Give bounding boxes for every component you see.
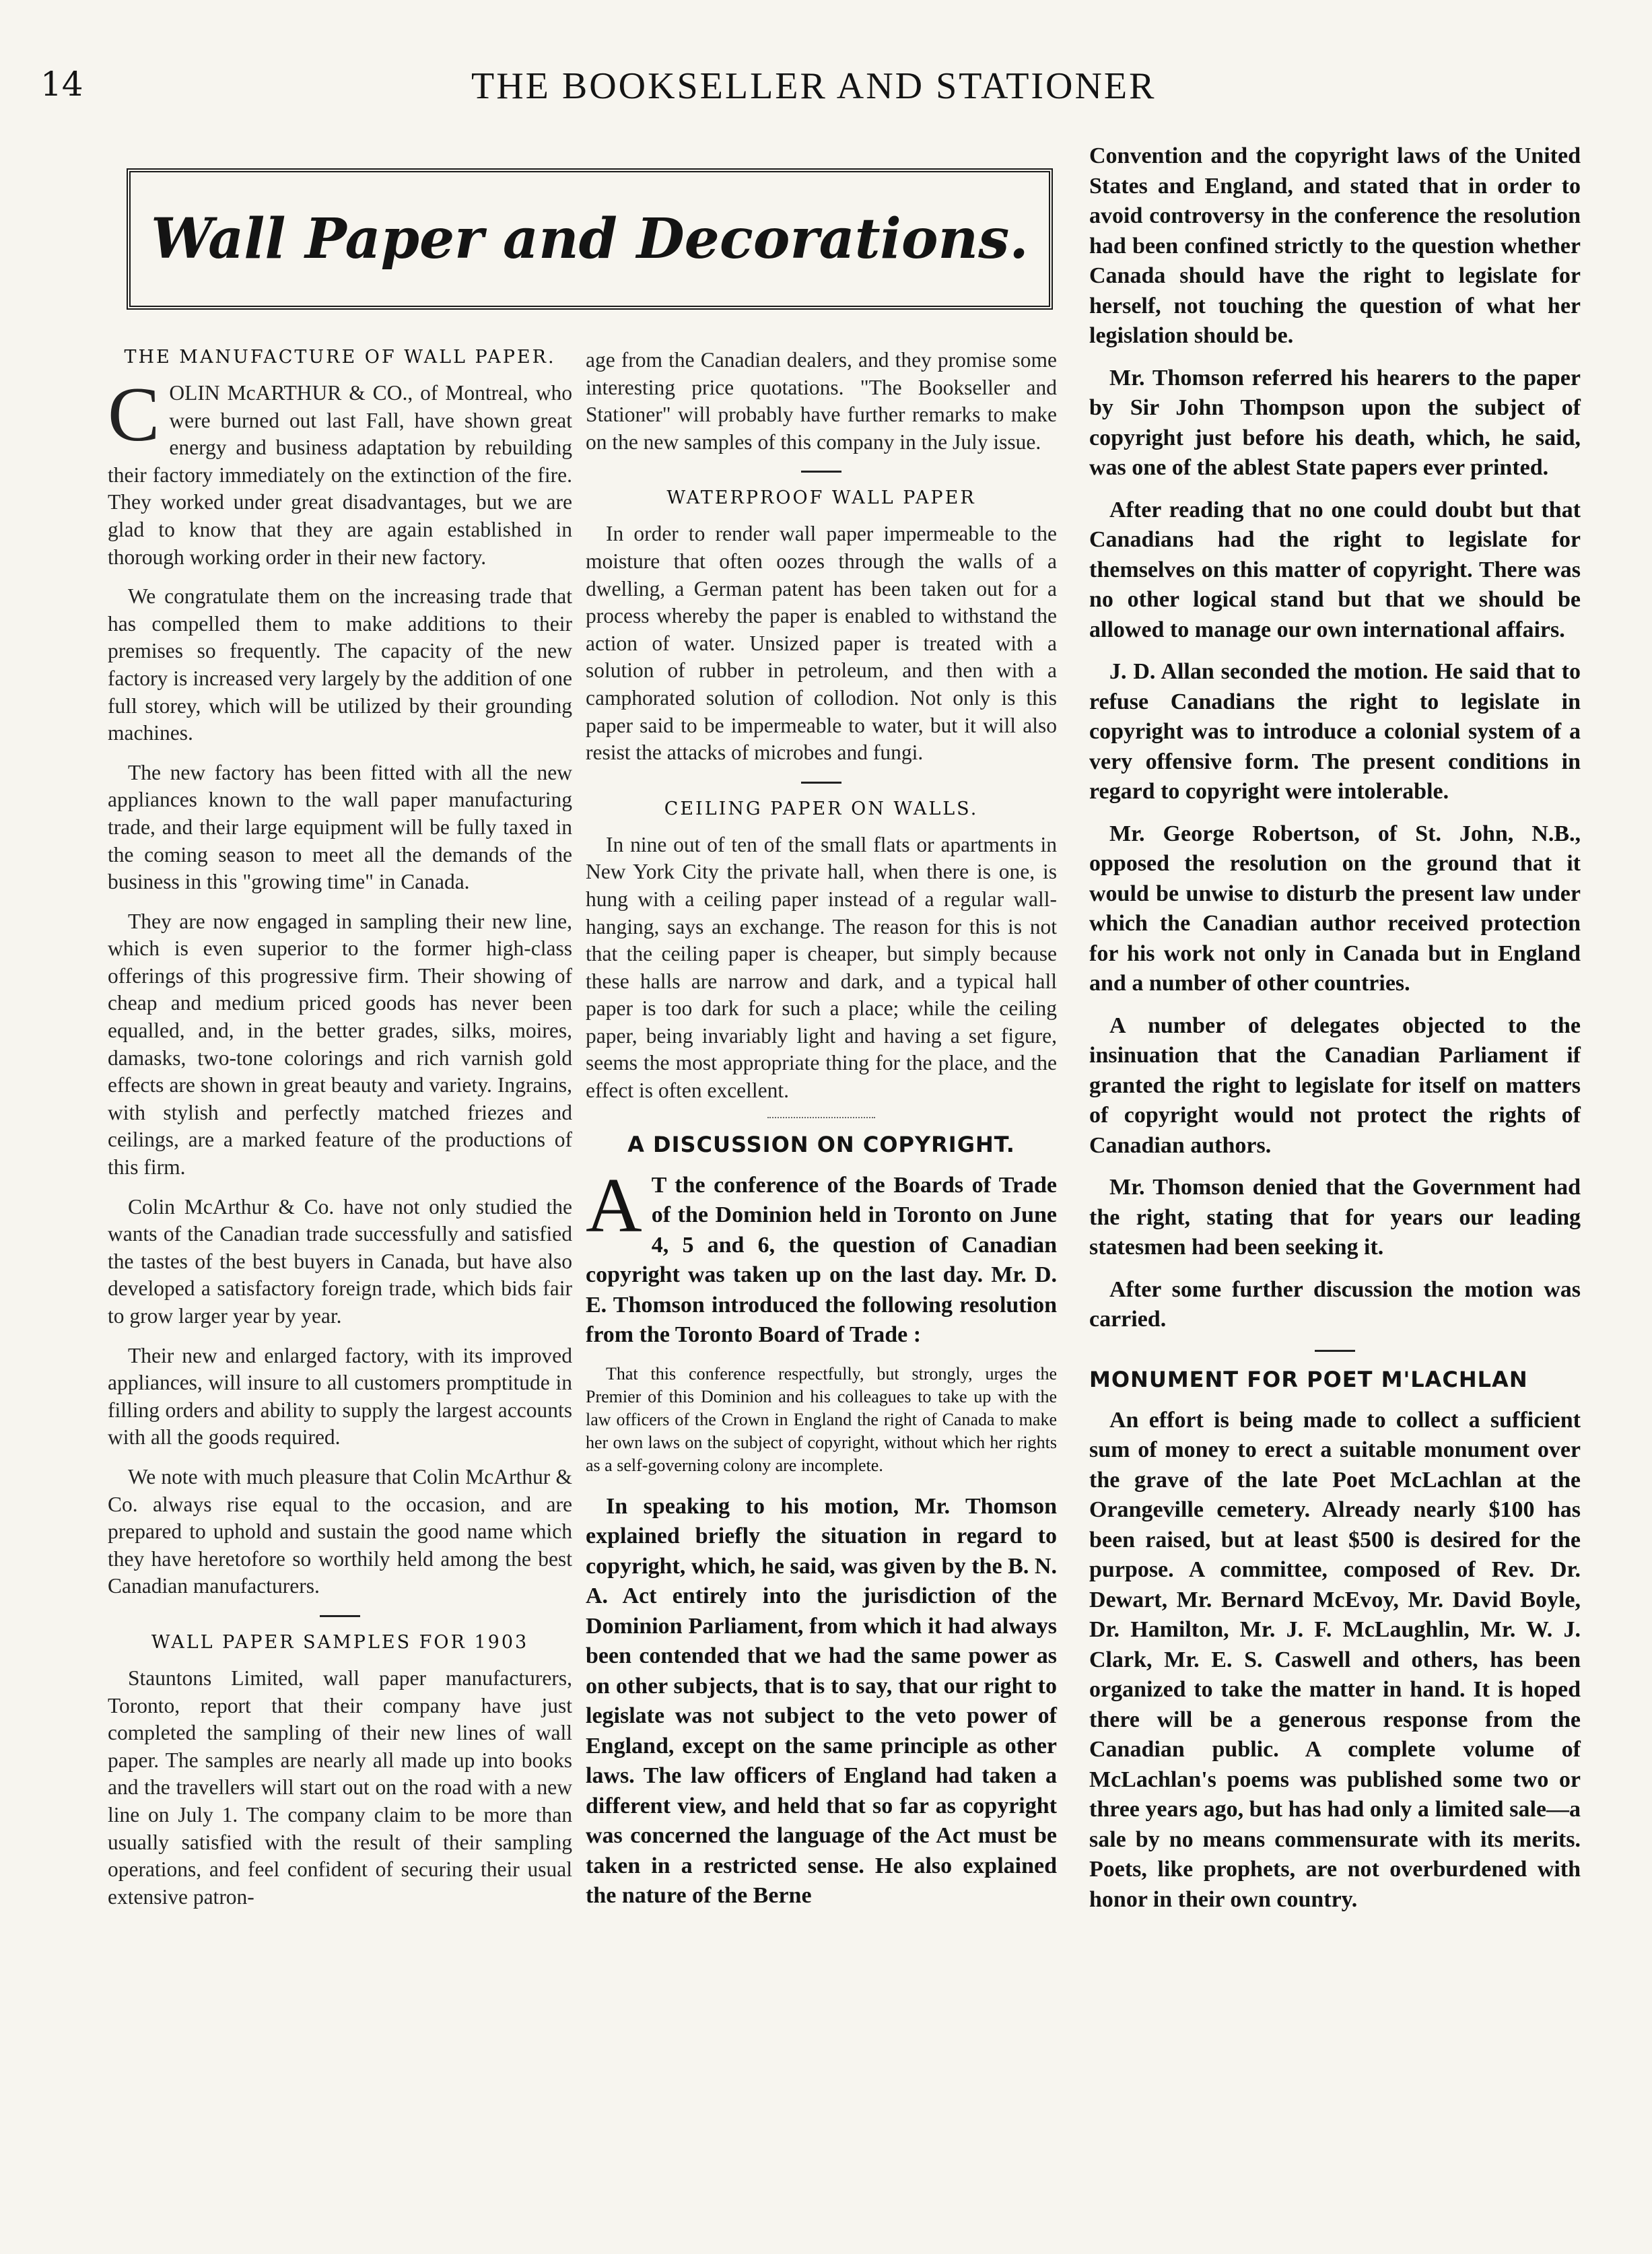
paragraph: Stauntons Limited, wall paper manufacturers, Toronto, report that their company have just completed the sampling of their new lines of wall paper. The samples are nearly all made up into books and the travellers will start out on the road with a new line on July 1. The company claim to be more than usually satisfied with the result of their sampling operations, and feel confident of securing their usual extensive patron-: [108, 1666, 572, 1909]
paragraph: Mr. Thomson referred his hearers to the paper by Sir John Thompson upon the subject of copyright just before his death, which, he said, was one of the ablest State papers ever printed.: [1089, 365, 1581, 480]
section-heading: MONUMENT FOR POET M'LACHLAN: [1089, 1366, 1528, 1392]
paragraph: After reading that no one could doubt but that Canadians had the right to legislate for themselves on this matter of copyright. There was no other logical stand but that we should be allowed to manage our own international affairs.: [1089, 497, 1581, 642]
section-heading: WATERPROOF WALL PAPER: [666, 487, 976, 509]
divider: [1315, 1350, 1355, 1352]
paragraph: [108, 372, 572, 571]
paragraph: Mr. George Robertson, of St. John, N.B., opposed the resolution on the ground that it would be unwise to disturb the present law under which the Canadian author received protection for his work not only in Canada but in England and a number of other countries.: [1089, 821, 1581, 996]
paragraph: We congratulate them on the increasing trade that has compelled them to make additions to their premises so frequently. The capacity of the new factory is increased very largely by the addition of one full storey, which will be utilized by their grounding machines.: [108, 584, 572, 745]
resolution-quote: That this conference respectfully, but strongly, urges the Premier of this Dominion and his colleagues to take up with the law officers of the Crown in England the right of Canada to make her own laws on the subject of copyright, without which her rights as a self-governing colony are incomplete.: [586, 1363, 1057, 1475]
dotted-divider: [767, 1117, 875, 1118]
section-heading: THE MANUFACTURE OF WALL PAPER.: [124, 347, 556, 368]
paragraph-text: T the conference of the Boards of Trade of the Dominion held in Toronto on June 4, 5 and 6, the question of Canadian copyright was taken up on the last day. Mr. D. E. Thomson introduced the following resolution from the Toronto Board of Trade :: [586, 1172, 1057, 1348]
paragraph: The new factory has been fitted with all the new appliances known to the wall paper manufacturing trade, and their large equipment will be fully taxed in the coming season to meet all the demands of the business in this "growing time" in Canada.: [108, 760, 572, 894]
paragraph: An effort is being made to collect a sufficient sum of money to erect a suitable monument over the grave of the late Poet McLachlan at the Orangeville cemetery. Already nearly $100 has been raised, but at least $500 is desired for the purpose. A committee, composed of Rev. Dr. Dewart, Mr. Bernard McEvoy, Mr. David Boyle, Dr. Hamilton, Mr. J. F. McLaughlin, Mr. W. J. Clark, Mr. E. S. Caswell and others, has been organized to take the matter in hand. It is hoped there will be a generous response from the Canadian public. A complete volume of McLachlan's poems was published some two or three years ago, but has had only a limited sale—a sale by no means commensurate with its merits. Poets, like prophets, are not overburdened with honor in their own country.: [1089, 1407, 1581, 1912]
column-3: [1089, 141, 1581, 1927]
section-heading: CEILING PAPER ON WALLS.: [664, 798, 979, 819]
paragraph: Mr. Thomson denied that the Government had the right, stating that for years our leading statesmen had been seeking it.: [1089, 1175, 1581, 1260]
banner-title: Wall Paper and Decorations.: [151, 207, 1029, 271]
drop-cap: A: [586, 1162, 642, 1249]
paragraph: In order to render wall paper impermeable to the moisture that often oozes through the walls of a dwelling, a German patent has been taken out for a process whereby the paper is enabled to withstand the action of water. Unsized paper is treated with a solution of rubber in petroleum, and then with a camphorated solution of collodion. Not only is this paper said to be impermeable to water, but it will also resist the attacks of microbes and fungi.: [586, 522, 1057, 765]
paragraph: J. D. Allan seconded the motion. He said that to refuse Canadians the right to legislate in copyright was to introduce a colonial system of a very offensive form. The present conditions in regard to copyright were intolerable.: [1089, 659, 1581, 804]
section-banner: [127, 168, 1053, 310]
paragraph: A number of delegates objected to the insinuation that the Canadian Parliament if granted the right to legislate for itself on matters of copyright would not protect the rights of Canadian authors.: [1089, 1013, 1581, 1158]
paragraph: Their new and enlarged factory, with its improved appliances, will insure to all customers promptitude in filling orders and ability to supply the largest accounts with all the goods required.: [108, 1343, 572, 1449]
paragraph: We note with much pleasure that Colin McArthur & Co. always rise equal to the occasion, and are prepared to uphold and sustain the good name which they have heretofore so worthily held among the best Canadian manufacturers.: [108, 1464, 572, 1598]
divider: [801, 471, 841, 473]
paragraph: [586, 1162, 1057, 1351]
paragraph-text: OLIN McARTHUR & CO., of Montreal, who were burned out last Fall, have shown great energy and business adaptation by rebuilding their factory immediately on the extinction of the fire. They worked under great disadvantages, but we are glad to know that they are again established in thorough working order in their new factory.: [108, 381, 572, 569]
paragraph: After some further discussion the motion was carried.: [1089, 1276, 1581, 1332]
paragraph: In nine out of ten of the small flats or apartments in New York City the private hall, when there is one, is hung with a ceiling paper instead of a regular wall-hanging, says an exchange. The reason for this is not that the ceiling paper is cheaper, but simply because these halls are narrow and dark, and a typical hall paper is too dark for such a place; while the ceiling paper, being invariably light and having a set figure, seems the most appropriate thing for the place, and the effect is often excellent.: [586, 832, 1057, 1103]
paragraph: age from the Canadian dealers, and they promise some interesting price quotations. "The Bookseller and Stationer" will probably have further remarks to make on the new samples of this company in the July issue.: [586, 348, 1057, 454]
section-heading: A DISCUSSION ON COPYRIGHT.: [627, 1131, 1015, 1157]
page-number: 14: [40, 65, 83, 104]
divider: [320, 1615, 360, 1617]
divider: [801, 782, 841, 784]
masthead: THE BOOKSELLER AND STATIONER: [471, 65, 1157, 107]
drop-cap: C: [108, 372, 160, 458]
column-1: [108, 347, 572, 1923]
paragraph: In speaking to his motion, Mr. Thomson explained briefly the situation in regard to copyright, which, he said, was given by the B. N. A. Act entirely into the jurisdiction of the Dominion Parliament, from which it had always been contended that we had the same power as on other subjects, that is to say, that our right to legislate was not subject to the veto power of England, except on the same principle as other laws. The law officers of England had taken a different view, and held that so far as copyright was concerned the language of the Act must be taken in a restricted sense. He also explained the nature of the Berne: [586, 1493, 1057, 1909]
paragraph: They are now engaged in sampling their new line, which is even superior to the former high-class offerings of this progressive firm. Their showing of cheap and medium priced goods has never been equalled, and, in the better grades, silks, moires, damasks, two-tone colorings and rich varnish gold effects are shown in great beauty and variety. Ingrains, with stylish and perfectly matched friezes and ceilings, are a marked feature of the productions of this firm.: [108, 909, 572, 1180]
section-heading: WALL PAPER SAMPLES FOR 1903: [151, 1631, 529, 1653]
paragraph: Convention and the copyright laws of the United States and England, and stated that in order to avoid controversy in the conference the resolution had been confined strictly to the question whether Canada should have the right to legislate for herself, not touching the question of what her legislation should be.: [1089, 143, 1581, 348]
column-2: [586, 347, 1057, 1923]
paragraph: Colin McArthur & Co. have not only studied the wants of the Canadian trade successfully and satisfied the tastes of the best buyers in Canada, but have also developed a satisfactory foreign trade, which bids fair to grow larger year by year.: [108, 1194, 572, 1328]
